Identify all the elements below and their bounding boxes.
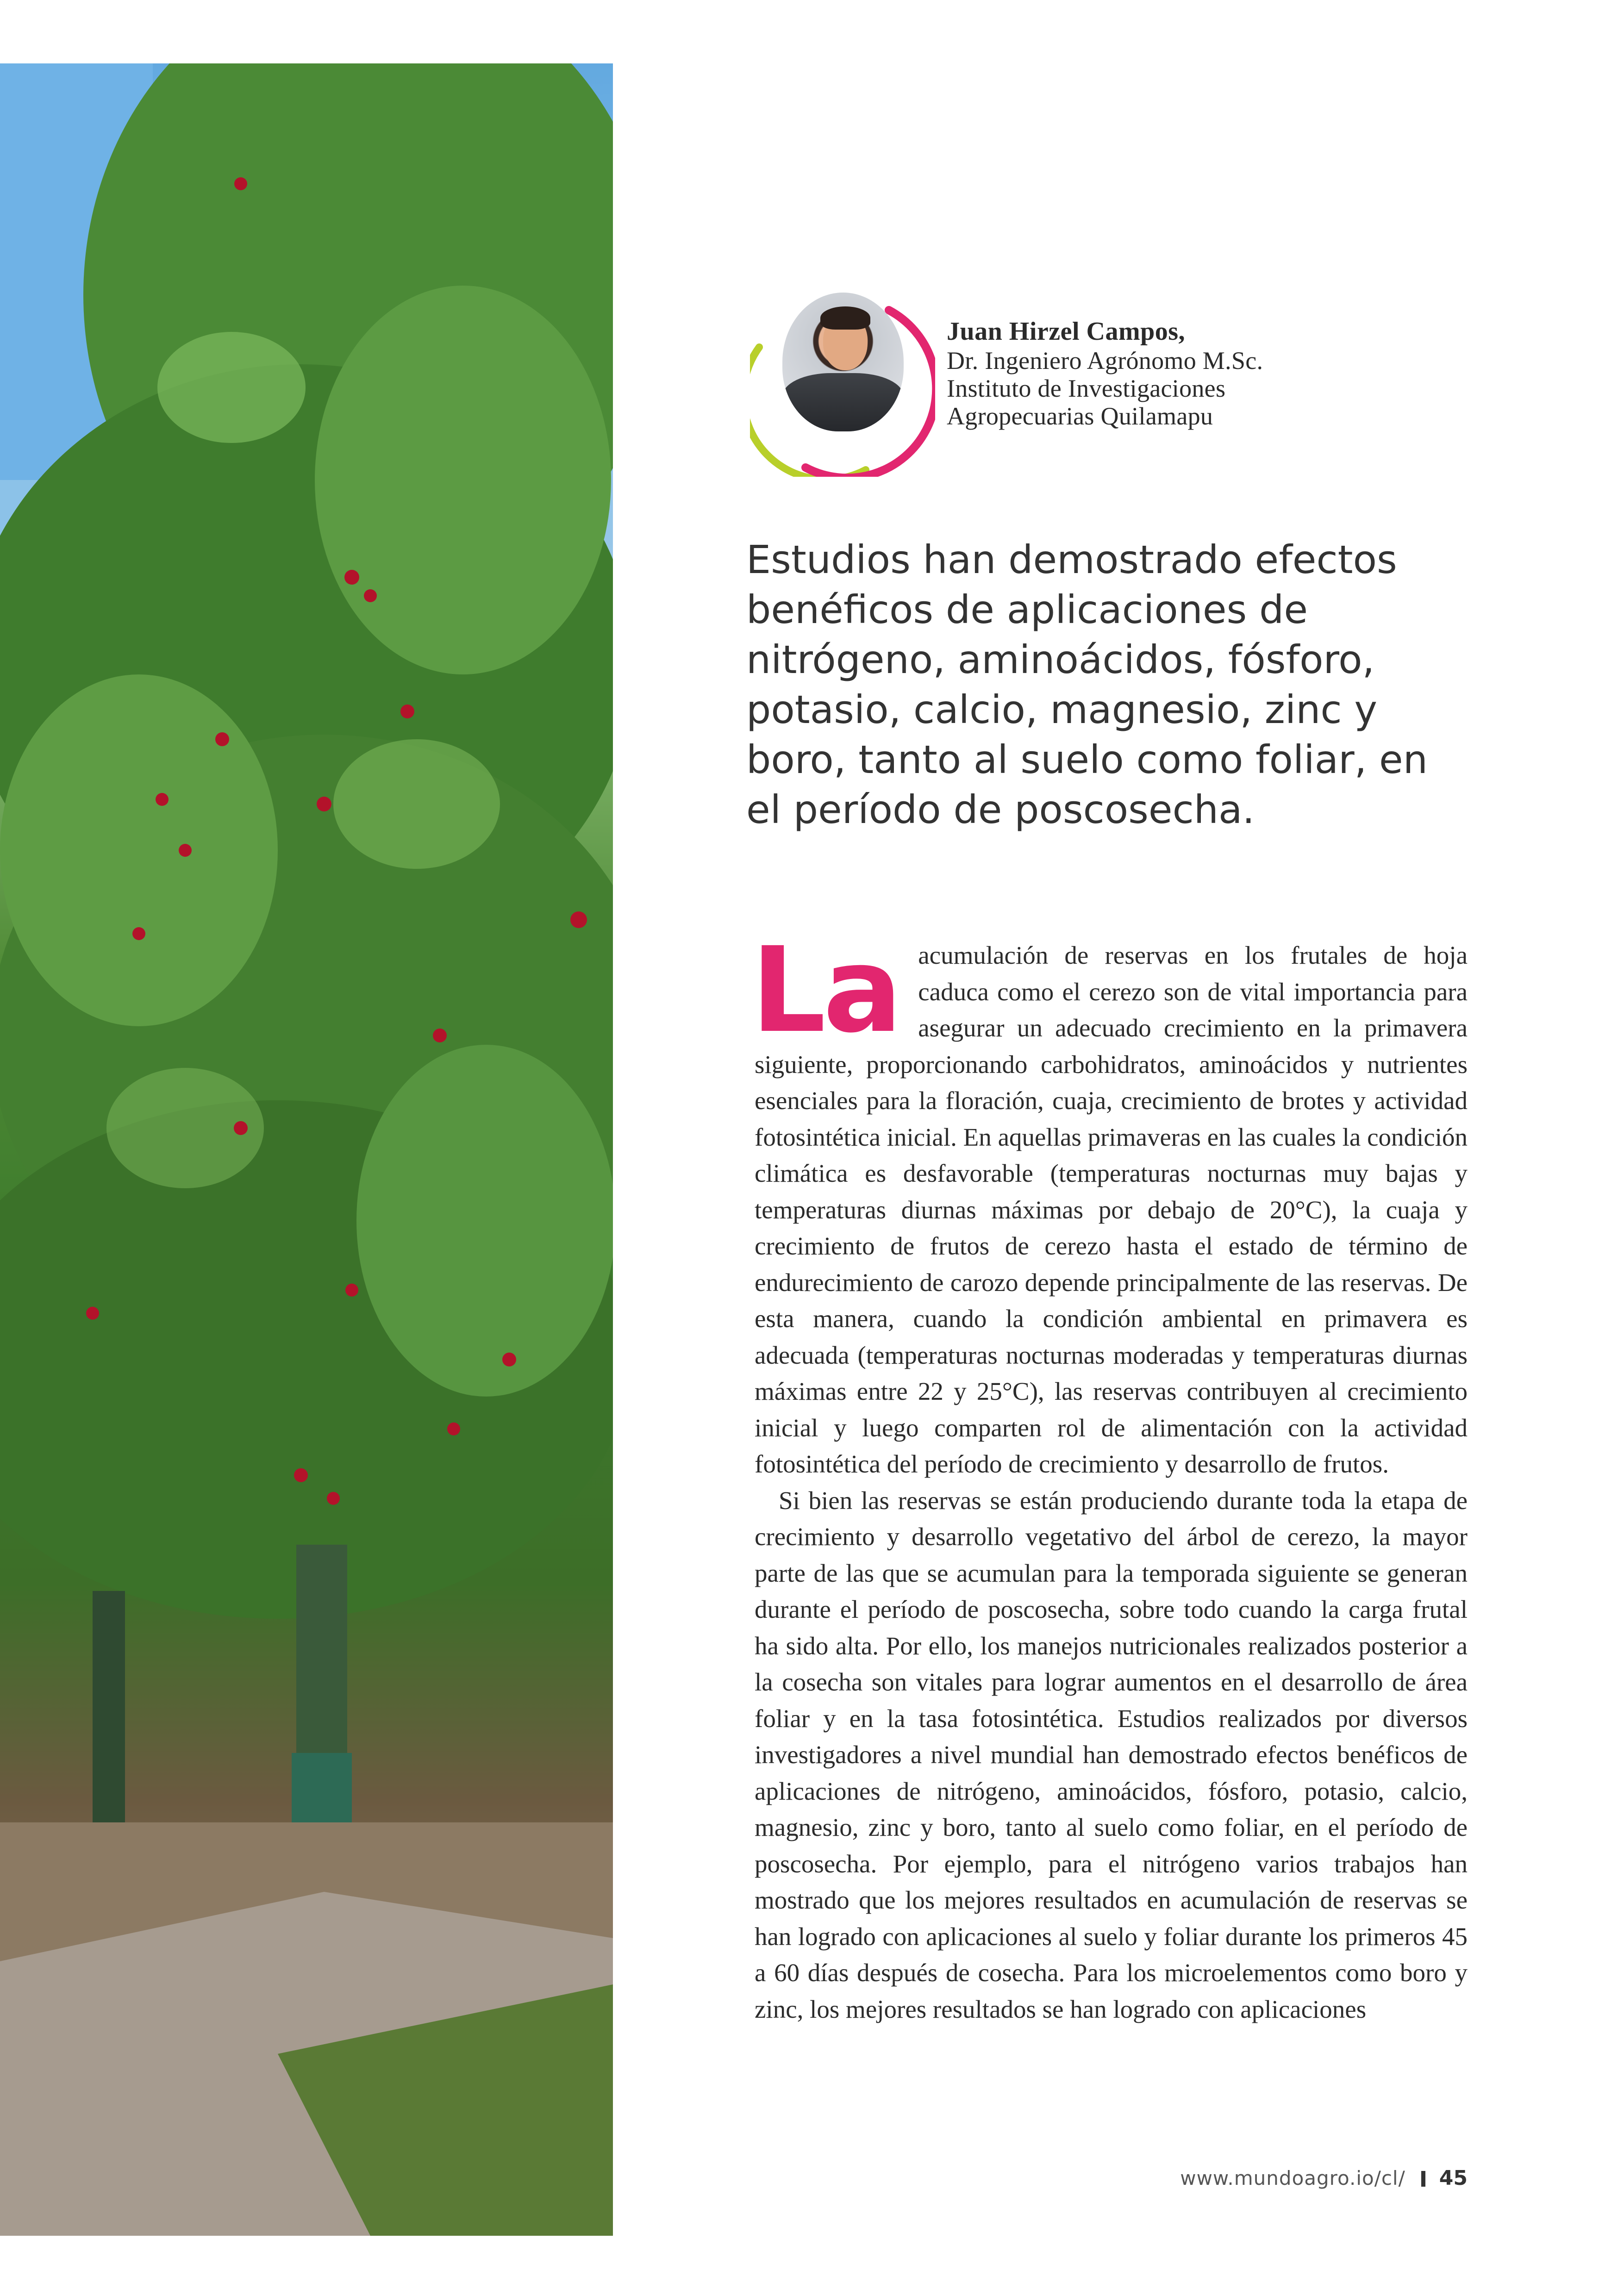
drop-cap: La (751, 922, 900, 1059)
author-avatar (782, 293, 904, 431)
page-number: 45 (1439, 2166, 1468, 2190)
cherry-orchard-photo (0, 63, 613, 2236)
body-paragraph-1 (751, 922, 1468, 1483)
cherry-tree-illustration (0, 63, 613, 2236)
author-institution-line1: Instituto de Investigaciones (947, 374, 1226, 402)
footer-separator (1421, 2171, 1425, 2187)
body-paragraph-2: Si bien las reservas se están produciendo durante toda la etapa de crecimiento y desarrollo vegetativo del árbol de cerezo, la mayor parte de las que se acumulan para la temporada siguiente se generan durante el período de poscosecha, sobre todo cuando la carga frutal ha sido alta. Por ello, los manejos nutricionales realizados posterior a la cosecha son vitales para lograr aumentos en el desarrollo de área foliar y en la tasa fotosintética. Estudios realizados por diversos investigadores a nivel mundial han demostrado efectos benéficos de aplicaciones de nitrógeno, aminoácidos, fósforo, potasio, calcio, magnesio, zinc y boro, tanto al suelo como foliar, en el período de poscosecha. Por ejemplo, para el nitrógeno varios trabajos han mostrado que los mejores resultados en acumulación de reservas se han logrado con aplicaciones al suelo y foliar durante los primeros 45 a 60 días después de cosecha. Para los microelementos como boro y zinc, los mejores resultados se han logrado con aplicaciones (755, 1486, 1468, 2023)
paragraph-1-text: acumulación de reservas en los frutales de hoja caduca como el cerezo son de vital importancia para asegurar un adecuado crecimiento en la primavera siguiente, proporcionando carbohidratos, aminoácidos y nutrientes esenciales para la floración, cuaja, crecimiento de brotes y actividad fotosintética inicial. En aquellas primaveras en las cuales la condición climática es desfavorable (temperaturas nocturnas muy bajas y temperaturas diurnas máximas por debajo de 20°C), la cuaja y crecimiento de frutos de cerezo hasta el estado de término de endurecimiento de carozo depende principalmente de las reservas. De esta manera, cuando la condición ambiental en primavera es adecuada (temperaturas nocturnas moderadas y temperaturas diurnas máximas entre 22 y 25°C), las reservas contribuyen al crecimiento inicial y luego comparten rol de alimentación con la actividad fotosintética del período de crecimiento y desarrollo de frutos. (755, 941, 1468, 1478)
author-institution-line2: Agropecuarias Quilamapu (947, 402, 1213, 430)
article-body (751, 922, 1468, 2027)
footer-url[interactable]: www.mundoagro.io/cl/ (1180, 2167, 1405, 2189)
author-name: Juan Hirzel Campos, (947, 317, 1186, 346)
article-headline: Estudios han demostrado efectos benéficos de aplicaciones de nitrógeno, aminoácidos, fósforo, potasio, calcio, magnesio, zinc y boro, tanto al suelo como foliar, en el período de poscosecha. (746, 537, 1428, 832)
author-title: Dr. Ingeniero Agrónomo M.Sc. (947, 347, 1263, 374)
page-footer (1167, 2166, 1468, 2190)
